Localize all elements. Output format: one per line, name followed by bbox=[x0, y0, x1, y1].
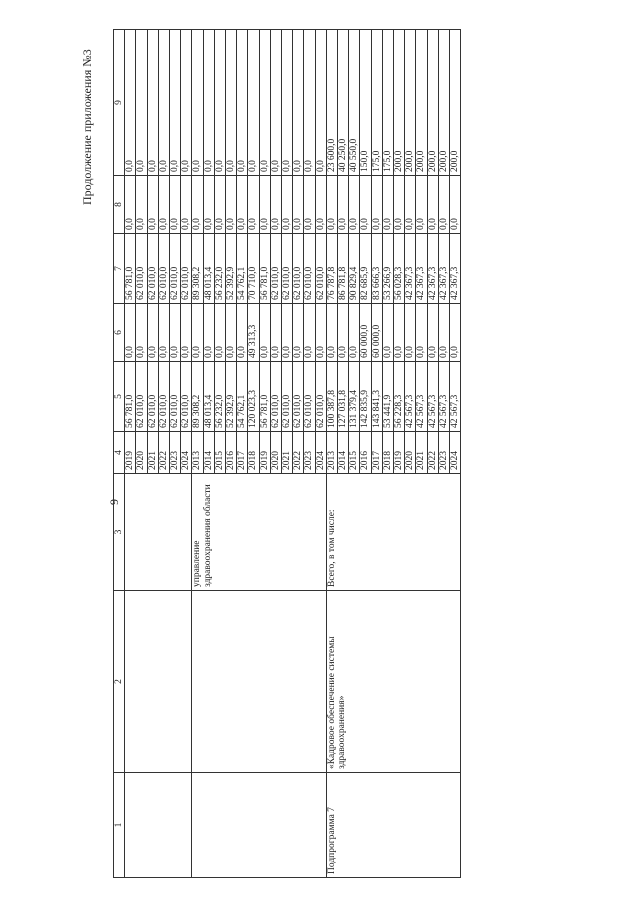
federal-cell: 0,0 bbox=[214, 304, 225, 362]
column-header-7: 7 bbox=[114, 234, 125, 304]
local-cell: 0,0 bbox=[203, 176, 214, 234]
year-cell: 2013 bbox=[326, 432, 337, 474]
total-cell: 62 010,0 bbox=[304, 362, 315, 432]
total-cell: 56 781,0 bbox=[259, 362, 270, 432]
year-cell: 2015 bbox=[349, 432, 360, 474]
federal-cell: 0,0 bbox=[170, 304, 181, 362]
regional-cell: 42 367,3 bbox=[427, 234, 438, 304]
local-cell: 0,0 bbox=[405, 176, 416, 234]
local-cell: 0,0 bbox=[382, 176, 393, 234]
column-header-8: 8 bbox=[114, 176, 125, 234]
federal-cell: 0,0 bbox=[259, 304, 270, 362]
table-row bbox=[326, 30, 337, 878]
year-cell: 2023 bbox=[170, 432, 181, 474]
column-header-1: 1 bbox=[114, 773, 125, 878]
total-cell: 42 567,3 bbox=[416, 362, 427, 432]
other-cell: 0,0 bbox=[181, 30, 192, 176]
other-cell: 40 250,0 bbox=[338, 30, 349, 176]
federal-cell: 0,0 bbox=[226, 304, 237, 362]
year-cell: 2023 bbox=[438, 432, 449, 474]
total-cell: 56 228,3 bbox=[394, 362, 405, 432]
federal-cell: 0,0 bbox=[416, 304, 427, 362]
other-cell: 0,0 bbox=[259, 30, 270, 176]
federal-cell: 0,0 bbox=[338, 304, 349, 362]
local-cell: 0,0 bbox=[147, 176, 158, 234]
other-cell: 0,0 bbox=[136, 30, 147, 176]
year-cell: 2021 bbox=[147, 432, 158, 474]
federal-cell: 0,0 bbox=[394, 304, 405, 362]
federal-cell: 0,0 bbox=[136, 304, 147, 362]
year-cell: 2020 bbox=[405, 432, 416, 474]
federal-cell: 0,0 bbox=[427, 304, 438, 362]
year-cell: 2023 bbox=[304, 432, 315, 474]
program-cell bbox=[125, 773, 192, 878]
total-cell: 56 781,0 bbox=[125, 362, 136, 432]
year-cell: 2017 bbox=[237, 432, 248, 474]
program-cell: Подпрограмма 7 bbox=[326, 773, 460, 878]
regional-cell: 62 010,0 bbox=[282, 234, 293, 304]
regional-cell: 62 010,0 bbox=[315, 234, 326, 304]
local-cell: 0,0 bbox=[282, 176, 293, 234]
total-cell: 89 308,2 bbox=[192, 362, 203, 432]
regional-cell: 62 010,0 bbox=[158, 234, 169, 304]
regional-cell: 53 266,9 bbox=[382, 234, 393, 304]
total-cell: 62 010,0 bbox=[158, 362, 169, 432]
federal-cell: 0,0 bbox=[293, 304, 304, 362]
regional-cell: 62 010,0 bbox=[304, 234, 315, 304]
local-cell: 0,0 bbox=[237, 176, 248, 234]
regional-cell: 62 010,0 bbox=[170, 234, 181, 304]
regional-cell: 76 787,8 bbox=[326, 234, 337, 304]
local-cell: 0,0 bbox=[259, 176, 270, 234]
total-cell: 42 567,3 bbox=[438, 362, 449, 432]
regional-cell: 70 710,0 bbox=[248, 234, 259, 304]
other-cell: 200,0 bbox=[405, 30, 416, 176]
total-cell: 42 567,3 bbox=[427, 362, 438, 432]
federal-cell: 0,0 bbox=[125, 304, 136, 362]
other-cell: 0,0 bbox=[270, 30, 281, 176]
appendix-title: Продолжение приложения №3 bbox=[80, 49, 94, 205]
year-cell: 2013 bbox=[192, 432, 203, 474]
total-cell: 54 762,1 bbox=[237, 362, 248, 432]
local-cell: 0,0 bbox=[136, 176, 147, 234]
column-header-6: 6 bbox=[114, 304, 125, 362]
regional-cell: 62 010,0 bbox=[293, 234, 304, 304]
other-cell: 150,0 bbox=[360, 30, 371, 176]
year-cell: 2018 bbox=[382, 432, 393, 474]
year-cell: 2024 bbox=[181, 432, 192, 474]
regional-cell: 62 010,0 bbox=[136, 234, 147, 304]
year-cell: 2022 bbox=[293, 432, 304, 474]
federal-cell: 0,0 bbox=[270, 304, 281, 362]
federal-cell: 0,0 bbox=[315, 304, 326, 362]
regional-cell: 56 781,0 bbox=[125, 234, 136, 304]
local-cell: 0,0 bbox=[360, 176, 371, 234]
federal-cell: 0,0 bbox=[304, 304, 315, 362]
other-cell: 200,0 bbox=[450, 30, 461, 176]
year-cell: 2020 bbox=[136, 432, 147, 474]
other-cell: 0,0 bbox=[237, 30, 248, 176]
regional-cell: 42 367,3 bbox=[416, 234, 427, 304]
program-cell bbox=[192, 773, 326, 878]
executor-cell bbox=[125, 474, 192, 591]
other-cell: 0,0 bbox=[226, 30, 237, 176]
federal-cell: 0,0 bbox=[438, 304, 449, 362]
year-cell: 2022 bbox=[158, 432, 169, 474]
local-cell: 0,0 bbox=[192, 176, 203, 234]
total-cell: 62 010,0 bbox=[170, 362, 181, 432]
other-cell: 0,0 bbox=[282, 30, 293, 176]
table-row bbox=[125, 30, 136, 878]
federal-cell: 0,0 bbox=[147, 304, 158, 362]
local-cell: 0,0 bbox=[158, 176, 169, 234]
total-cell: 142 835,9 bbox=[360, 362, 371, 432]
total-cell: 143 841,3 bbox=[371, 362, 382, 432]
federal-cell: 0,0 bbox=[405, 304, 416, 362]
regional-cell: 56 781,0 bbox=[259, 234, 270, 304]
local-cell: 0,0 bbox=[349, 176, 360, 234]
total-cell: 131 379,4 bbox=[349, 362, 360, 432]
federal-cell: 0,0 bbox=[192, 304, 203, 362]
total-cell: 127 031,8 bbox=[338, 362, 349, 432]
regional-cell: 82 685,9 bbox=[360, 234, 371, 304]
year-cell: 2019 bbox=[125, 432, 136, 474]
column-header-row bbox=[114, 30, 125, 878]
executor-cell: Всего, в том числе: bbox=[326, 474, 460, 591]
year-cell: 2021 bbox=[282, 432, 293, 474]
local-cell: 0,0 bbox=[214, 176, 225, 234]
name-cell bbox=[125, 591, 192, 773]
other-cell: 0,0 bbox=[170, 30, 181, 176]
other-cell: 0,0 bbox=[293, 30, 304, 176]
federal-cell: 0,0 bbox=[382, 304, 393, 362]
local-cell: 0,0 bbox=[125, 176, 136, 234]
column-header-4: 4 bbox=[114, 432, 125, 474]
other-cell: 0,0 bbox=[248, 30, 259, 176]
federal-cell: 0,0 bbox=[450, 304, 461, 362]
local-cell: 0,0 bbox=[450, 176, 461, 234]
federal-cell: 0,0 bbox=[326, 304, 337, 362]
year-cell: 2020 bbox=[270, 432, 281, 474]
federal-cell: 0,0 bbox=[158, 304, 169, 362]
local-cell: 0,0 bbox=[338, 176, 349, 234]
local-cell: 0,0 bbox=[170, 176, 181, 234]
total-cell: 62 010,0 bbox=[181, 362, 192, 432]
page-number: 9 bbox=[107, 499, 121, 505]
local-cell: 0,0 bbox=[416, 176, 427, 234]
other-cell: 0,0 bbox=[125, 30, 136, 176]
year-cell: 2024 bbox=[450, 432, 461, 474]
total-cell: 62 010,0 bbox=[315, 362, 326, 432]
other-cell: 200,0 bbox=[438, 30, 449, 176]
column-header-3: 3 bbox=[114, 474, 125, 591]
federal-cell: 49 313,3 bbox=[248, 304, 259, 362]
local-cell: 0,0 bbox=[270, 176, 281, 234]
executor-cell: управление здравоохранения области bbox=[192, 474, 326, 591]
regional-cell: 42 367,3 bbox=[438, 234, 449, 304]
regional-cell: 56 232,0 bbox=[214, 234, 225, 304]
regional-cell: 42 367,3 bbox=[450, 234, 461, 304]
regional-cell: 52 392,9 bbox=[226, 234, 237, 304]
budget-table bbox=[113, 29, 461, 878]
column-header-2: 2 bbox=[114, 591, 125, 773]
column-header-9: 9 bbox=[114, 30, 125, 176]
regional-cell: 56 028,3 bbox=[394, 234, 405, 304]
other-cell: 0,0 bbox=[147, 30, 158, 176]
regional-cell: 62 010,0 bbox=[270, 234, 281, 304]
local-cell: 0,0 bbox=[181, 176, 192, 234]
name-cell bbox=[192, 591, 326, 773]
federal-cell: 0,0 bbox=[237, 304, 248, 362]
other-cell: 23 600,0 bbox=[326, 30, 337, 176]
federal-cell: 60 000,0 bbox=[371, 304, 382, 362]
year-cell: 2016 bbox=[360, 432, 371, 474]
other-cell: 0,0 bbox=[304, 30, 315, 176]
total-cell: 56 232,0 bbox=[214, 362, 225, 432]
name-cell: «Кадровое обеспечение системы здравоохранения» bbox=[326, 591, 460, 773]
regional-cell: 62 010,0 bbox=[147, 234, 158, 304]
other-cell: 175,0 bbox=[371, 30, 382, 176]
total-cell: 62 010,0 bbox=[282, 362, 293, 432]
total-cell: 42 567,3 bbox=[450, 362, 461, 432]
other-cell: 200,0 bbox=[427, 30, 438, 176]
total-cell: 62 010,0 bbox=[136, 362, 147, 432]
federal-cell: 0,0 bbox=[349, 304, 360, 362]
column-header-5: 5 bbox=[114, 362, 125, 432]
regional-cell: 48 013,4 bbox=[203, 234, 214, 304]
federal-cell: 0,0 bbox=[203, 304, 214, 362]
other-cell: 0,0 bbox=[203, 30, 214, 176]
other-cell: 175,0 bbox=[382, 30, 393, 176]
regional-cell: 86 781,8 bbox=[338, 234, 349, 304]
federal-cell: 0,0 bbox=[181, 304, 192, 362]
federal-cell: 0,0 bbox=[282, 304, 293, 362]
total-cell: 62 010,0 bbox=[147, 362, 158, 432]
year-cell: 2014 bbox=[338, 432, 349, 474]
local-cell: 0,0 bbox=[326, 176, 337, 234]
other-cell: 200,0 bbox=[394, 30, 405, 176]
year-cell: 2015 bbox=[214, 432, 225, 474]
local-cell: 0,0 bbox=[315, 176, 326, 234]
year-cell: 2019 bbox=[394, 432, 405, 474]
local-cell: 0,0 bbox=[371, 176, 382, 234]
federal-cell: 60 000,0 bbox=[360, 304, 371, 362]
local-cell: 0,0 bbox=[226, 176, 237, 234]
total-cell: 62 010,0 bbox=[293, 362, 304, 432]
total-cell: 53 441,9 bbox=[382, 362, 393, 432]
total-cell: 62 010,0 bbox=[270, 362, 281, 432]
year-cell: 2016 bbox=[226, 432, 237, 474]
year-cell: 2018 bbox=[248, 432, 259, 474]
total-cell: 52 392,9 bbox=[226, 362, 237, 432]
year-cell: 2019 bbox=[259, 432, 270, 474]
year-cell: 2022 bbox=[427, 432, 438, 474]
total-cell: 42 567,3 bbox=[405, 362, 416, 432]
year-cell: 2014 bbox=[203, 432, 214, 474]
local-cell: 0,0 bbox=[427, 176, 438, 234]
other-cell: 200,0 bbox=[416, 30, 427, 176]
local-cell: 0,0 bbox=[248, 176, 259, 234]
other-cell: 0,0 bbox=[214, 30, 225, 176]
other-cell: 40 550,0 bbox=[349, 30, 360, 176]
regional-cell: 90 829,4 bbox=[349, 234, 360, 304]
total-cell: 100 387,8 bbox=[326, 362, 337, 432]
year-cell: 2017 bbox=[371, 432, 382, 474]
local-cell: 0,0 bbox=[438, 176, 449, 234]
local-cell: 0,0 bbox=[394, 176, 405, 234]
table-row bbox=[192, 30, 203, 878]
regional-cell: 62 010,0 bbox=[181, 234, 192, 304]
regional-cell: 54 762,1 bbox=[237, 234, 248, 304]
regional-cell: 42 367,3 bbox=[405, 234, 416, 304]
total-cell: 48 013,4 bbox=[203, 362, 214, 432]
regional-cell: 89 308,2 bbox=[192, 234, 203, 304]
other-cell: 0,0 bbox=[192, 30, 203, 176]
local-cell: 0,0 bbox=[304, 176, 315, 234]
year-cell: 2024 bbox=[315, 432, 326, 474]
other-cell: 0,0 bbox=[158, 30, 169, 176]
regional-cell: 83 666,3 bbox=[371, 234, 382, 304]
other-cell: 0,0 bbox=[315, 30, 326, 176]
total-cell: 120 023,3 bbox=[248, 362, 259, 432]
local-cell: 0,0 bbox=[293, 176, 304, 234]
year-cell: 2021 bbox=[416, 432, 427, 474]
